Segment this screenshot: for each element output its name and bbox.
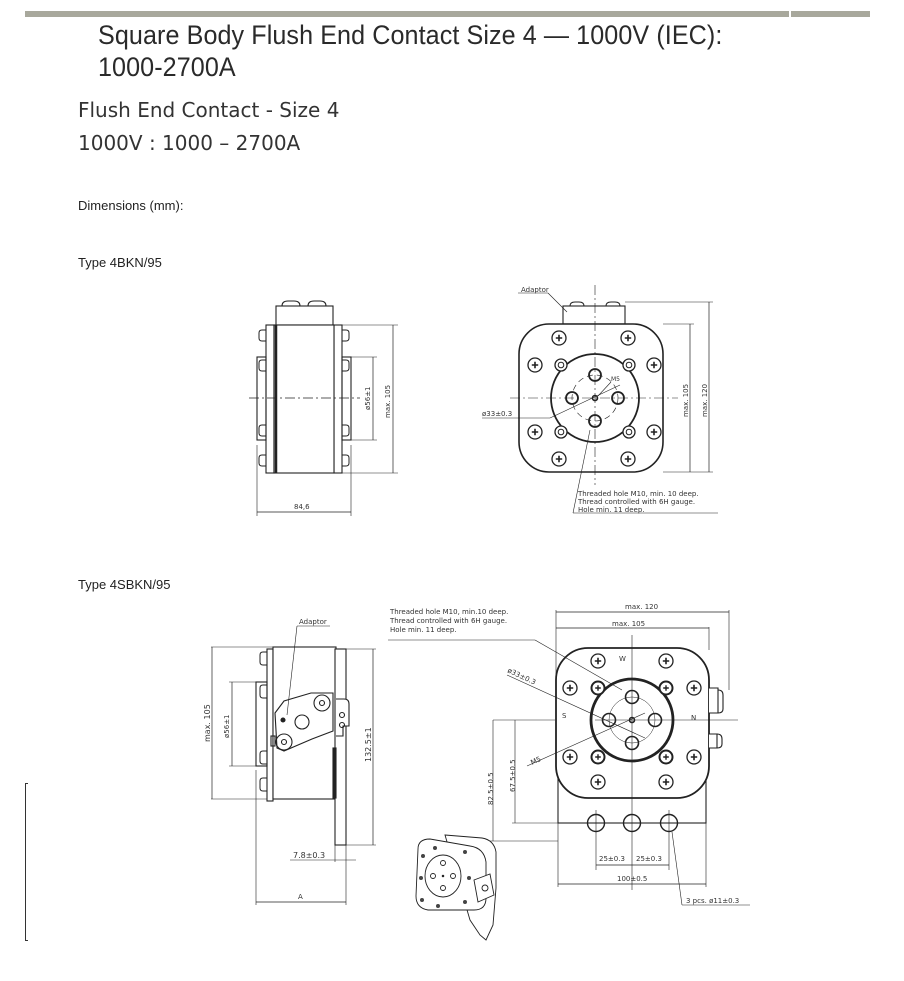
4bkn-adaptor-label: Adaptor <box>521 286 549 294</box>
4sbkn-side-dim-diameter: ø56±1 <box>223 714 231 738</box>
page-title-line1: Square Body Flush End Contact Size 4 — 1000V (IEC): <box>98 20 723 50</box>
4bkn-dim-max105: max. 105 <box>682 383 690 417</box>
4sbkn-side-view <box>211 626 376 905</box>
4sbkn-dim-m5: M5 <box>529 755 543 767</box>
4bkn-dim-bore: ø33±0.3 <box>482 410 513 418</box>
4sbkn-side-dim-a: A <box>298 893 303 901</box>
4sbkn-side-dim-height: max. 105 <box>203 704 212 742</box>
4bkn-side-dim-width: 84,6 <box>294 503 310 511</box>
4bkn-dim-m5: M5 <box>611 376 620 383</box>
4bkn-side-dim-height: max. 105 <box>384 384 392 418</box>
4sbkn-note-line2: Thread controlled with 6H gauge. <box>390 617 508 625</box>
isometric-view <box>416 835 496 940</box>
4sbkn-dim-67-5: 67.5±0.5 <box>509 759 517 792</box>
4sbkn-note-line3: Hole min. 11 deep. <box>390 626 457 634</box>
4sbkn-dim-max120: max. 120 <box>625 603 659 611</box>
4sbkn-dim-holes: 3 pcs. ø11±0.3 <box>686 897 740 905</box>
page-title-line2: 1000-2700A <box>98 52 236 82</box>
4bkn-note-line1: Threaded hole M10, min. 10 deep. <box>578 490 699 498</box>
4sbkn-side-dim-plate-height: 132.5±1 <box>364 727 373 762</box>
compass-w: W <box>619 655 626 663</box>
4sbkn-dim-pitch-left: 25±0.3 <box>599 855 625 863</box>
4sbkn-side-dim-plate-thickness: 7.8±0.3 <box>293 851 326 860</box>
4sbkn-dim-bore: ø33±0.3 <box>506 666 537 687</box>
4sbkn-dim-pitch-right: 25±0.3 <box>636 855 662 863</box>
4sbkn-dim-base-width: 100±0.5 <box>617 875 648 883</box>
product-subtitle: Flush End Contact - Size 4 <box>78 98 340 122</box>
4bkn-side-dim-diameter: ø56±1 <box>364 386 372 410</box>
compass-s: S <box>562 712 567 720</box>
4bkn-dim-max120: max. 120 <box>701 383 709 417</box>
compass-n: N <box>691 714 697 722</box>
4bkn-side-view <box>249 301 398 516</box>
rating-subtitle: 1000V : 1000 – 2700A <box>78 131 301 155</box>
4sbkn-dim-max105: max. 105 <box>612 620 646 628</box>
4bkn-note-line2: Thread controlled with 6H gauge. <box>578 498 696 506</box>
4sbkn-note-line1: Threaded hole M10, min.10 deep. <box>390 608 509 616</box>
4sbkn-dim-82-5: 82.5±0.5 <box>487 772 495 805</box>
dimensions-label: Dimensions (mm): <box>78 198 184 213</box>
type-4bkn-label: Type 4BKN/95 <box>78 255 162 270</box>
4bkn-note-line3: Hole min. 11 deep. <box>578 506 645 514</box>
type-4sbkn-label: Type 4SBKN/95 <box>78 577 171 592</box>
4sbkn-adaptor-label: Adaptor <box>299 618 327 626</box>
